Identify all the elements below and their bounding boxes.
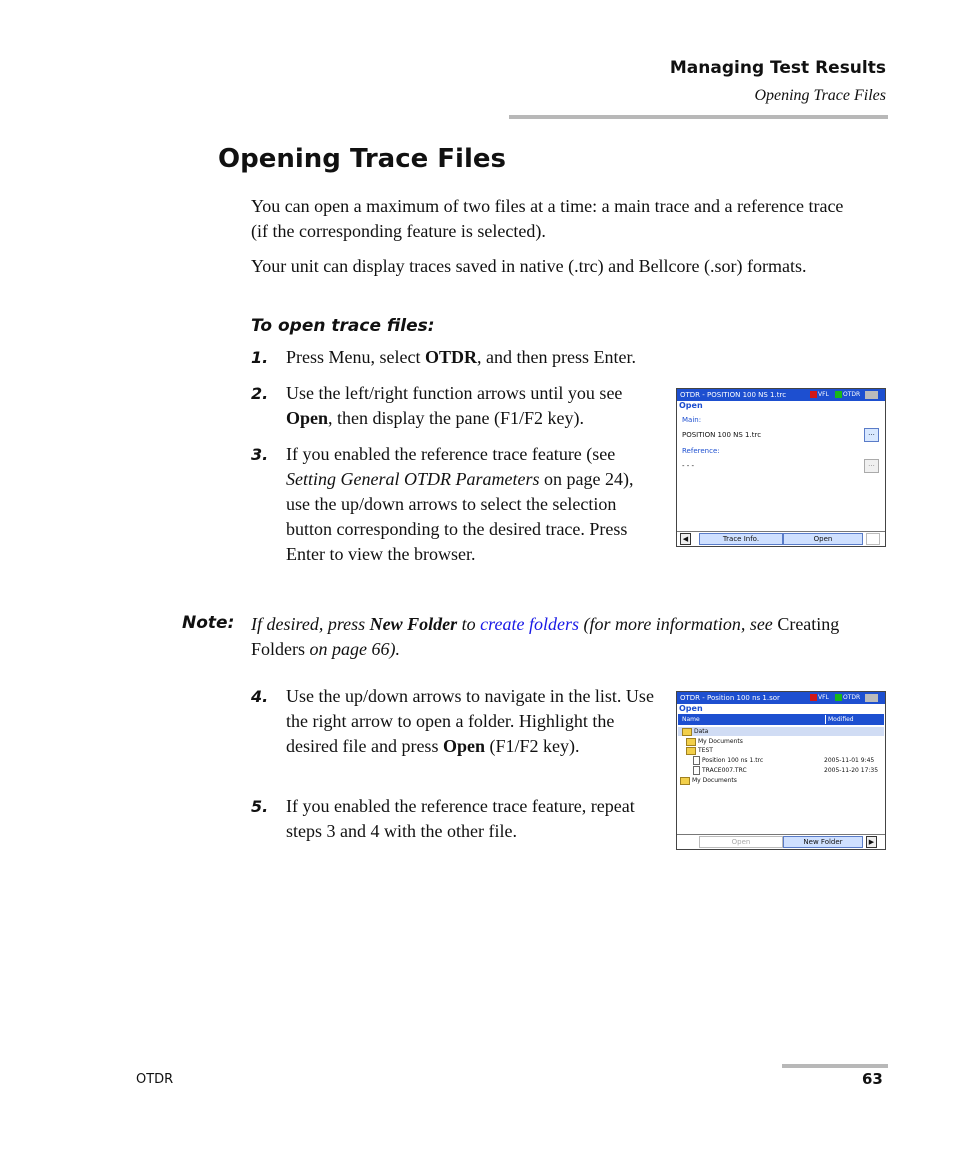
step-number: 2. — [251, 384, 269, 403]
new-folder-button[interactable]: New Folder — [783, 836, 863, 848]
list-item[interactable] — [693, 756, 763, 765]
vfl-label: VFL — [818, 694, 829, 701]
note-text-part: (for more information, see — [578, 614, 778, 634]
row-name: Position 100 ns 1.trc — [702, 757, 764, 764]
header-rule — [509, 115, 888, 119]
open-folder-icon — [682, 728, 692, 736]
row-name: Data — [694, 728, 709, 735]
window-title: OTDR - POSITION 100 NS 1.trc — [680, 391, 787, 399]
main-label: Main: — [682, 416, 702, 424]
vfl-indicator — [810, 391, 829, 399]
blank-function-key — [866, 533, 880, 545]
note-keyword: New Folder — [369, 614, 458, 634]
create-folders-link[interactable]: create folders — [480, 614, 579, 634]
title-bar — [677, 389, 885, 401]
step-text: Press Menu, select — [286, 347, 425, 367]
column-header — [678, 714, 884, 725]
list-item[interactable] — [680, 776, 737, 785]
note-text — [251, 612, 851, 662]
screenshot-file-browser — [676, 691, 886, 850]
main-browse-button[interactable]: ... — [864, 428, 879, 442]
otdr-indicator — [835, 694, 860, 702]
note-text-part: to — [457, 614, 481, 634]
page-title: Opening Trace Files — [218, 144, 506, 174]
main-value: POSITION 100 NS 1.trc — [682, 431, 762, 439]
column-modified[interactable]: Modified — [828, 716, 854, 723]
intro-paragraph-2: Your unit can display traces saved in native (.trc) and Bellcore (.sor) formats. — [251, 256, 807, 276]
step-text: (F1/F2 key). — [484, 736, 580, 756]
step-keyword: Open — [286, 408, 329, 428]
open-folder-icon — [686, 747, 696, 755]
step-1-text — [286, 345, 706, 370]
footer-product: OTDR — [136, 1072, 174, 1087]
list-item[interactable] — [686, 746, 713, 755]
function-bar — [677, 531, 885, 546]
right-arrow-button[interactable]: ▶ — [866, 836, 877, 848]
step-keyword: Open — [442, 736, 485, 756]
note-text-part: If desired, press — [251, 614, 370, 634]
note-reference: Creating Folders — [251, 614, 840, 659]
reference-browse-button[interactable]: ... — [864, 459, 879, 473]
row-name: My Documents — [698, 738, 743, 745]
reference-label: Reference: — [682, 447, 720, 455]
procedure-title: To open trace files: — [251, 316, 435, 336]
list-item[interactable] — [678, 727, 884, 736]
step-number: 5. — [251, 797, 269, 816]
window-title: OTDR - Position 100 ns 1.sor — [680, 694, 780, 702]
folder-icon — [680, 777, 690, 785]
file-icon — [693, 766, 700, 775]
step-text: If you enabled the reference trace feature, repeat steps 3 and 4 with the other file. — [286, 796, 635, 841]
step-text: on page 24), use the up/down arrows to select the selection button corresponding to the desired trace. Press Enter to view the browser. — [286, 469, 634, 564]
step-3-text — [286, 442, 661, 567]
cross-reference: Setting General OTDR Parameters — [286, 469, 540, 489]
step-number: 1. — [251, 348, 269, 367]
step-number: 4. — [251, 687, 269, 706]
step-keyword: OTDR — [424, 347, 477, 367]
vfl-indicator — [810, 694, 829, 702]
step-text: If you enabled the reference trace feature (see — [286, 444, 616, 464]
row-name: TRACE007.TRC — [702, 767, 747, 774]
folder-icon — [686, 738, 696, 746]
step-text: , then display the pane (F1/F2 key). — [328, 408, 584, 428]
column-divider — [825, 715, 826, 724]
left-arrow-button[interactable]: ◀ — [680, 533, 691, 545]
note-label: Note: — [182, 613, 235, 633]
function-bar — [677, 834, 885, 849]
step-5-text — [286, 794, 656, 844]
vfl-label: VFL — [818, 391, 829, 398]
row-name: My Documents — [692, 777, 737, 784]
pane-title: Open — [679, 704, 703, 713]
page-number: 63 — [862, 1070, 883, 1088]
reference-value: - - - — [682, 462, 695, 470]
step-number: 3. — [251, 445, 269, 464]
row-date: 2005-11-20 17:35 — [824, 767, 879, 774]
step-text: Use the up/down arrows to navigate in the list. Use the right arrow to open a folder. Highlight the desired file and press — [286, 686, 654, 756]
row-name: TEST — [698, 747, 713, 754]
pane-title: Open — [679, 401, 703, 410]
list-item[interactable] — [686, 737, 743, 746]
step-2-text — [286, 381, 668, 431]
footer-rule — [782, 1064, 888, 1068]
title-bar — [677, 692, 885, 704]
column-name[interactable]: Name — [682, 716, 700, 723]
step-text: , and then press Enter. — [477, 347, 636, 367]
open-button[interactable]: Open — [699, 836, 783, 848]
row-date: 2005-11-01 9:45 — [824, 757, 875, 764]
note-text-part: on page 66). — [305, 639, 400, 659]
running-header-chapter: Managing Test Results — [669, 58, 886, 78]
open-button[interactable]: Open — [783, 533, 863, 545]
step-text: Use the left/right function arrows until you see — [286, 383, 623, 403]
file-icon — [693, 756, 700, 765]
step-4-text — [286, 684, 656, 759]
battery-icon — [865, 391, 878, 399]
otdr-indicator — [835, 391, 860, 399]
intro-paragraph-1: You can open a maximum of two files at a time: a main trace and a reference trace (if the corresponding feature is selected). — [251, 196, 844, 241]
otdr-label: OTDR — [843, 694, 861, 701]
trace-info-button[interactable]: Trace Info. — [699, 533, 783, 545]
otdr-label: OTDR — [843, 391, 861, 398]
list-item[interactable] — [693, 766, 747, 775]
battery-icon — [865, 694, 878, 702]
screenshot-open-pane — [676, 388, 886, 547]
running-header-section: Opening Trace Files — [754, 87, 886, 104]
